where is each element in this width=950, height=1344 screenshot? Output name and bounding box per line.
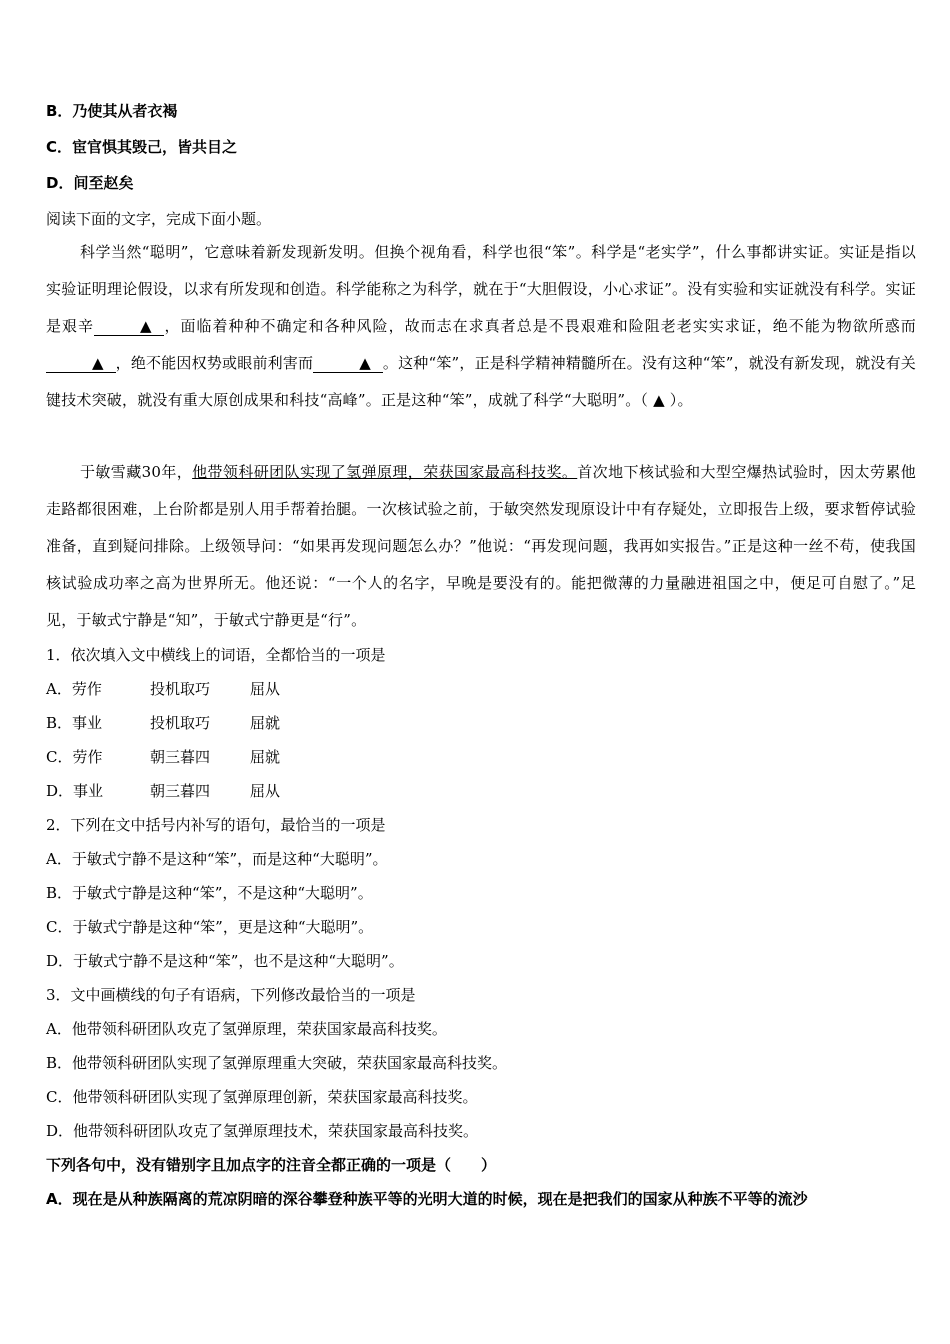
para1-text-4: 。这种“笨”，正是科学精神精髓所在。没有这种“笨”，就没有新发现，就没有关键技术突破，就没有重大原创成果和科技“高峰”。正是这种“笨”，成就了科学“大聪明”。（ ▲ ）。 <box>46 354 916 409</box>
q1-b-word1: B．事业 <box>46 714 103 732</box>
fill-blank-3 <box>313 354 383 373</box>
blank-2-marker: ▲ <box>91 354 104 372</box>
para1-text-2: ，面临着种种不确定和各种风险，故而志在求真者总是不畏艰难和险阻老老实实求证，绝不能为物欲所惑而 <box>163 317 916 335</box>
q1-b-word3: 屈就 <box>250 714 281 732</box>
q1-c-word1: C．劳作 <box>46 748 103 766</box>
fill-blank-1 <box>94 317 164 336</box>
q1-option-d <box>46 781 280 801</box>
q1-option-a <box>46 679 280 699</box>
para1-text-1: 科学当然“聪明”，它意味着新发现新发明。但换个视角看，科学也很“笨”。科学是“老实学”，什么事都讲实证。实证是指以实验证明理论假设，以求有所发现和创造。科学能称之为科学，就在于“大胆假设，小心求证”。没有实验和实证就没有科学。实证是艰辛 <box>46 243 916 335</box>
q1-option-b <box>46 713 280 733</box>
q1-c-word3: 屈就 <box>250 748 281 766</box>
q1-option-c <box>46 747 280 767</box>
q1-a-word3: 屈从 <box>250 680 281 698</box>
prev-option-c: C．宦官惧其毁己，皆共目之 <box>46 138 238 156</box>
question-3-stem: 3．文中画横线的句子有语病，下列修改最恰当的一项是 <box>46 986 416 1004</box>
para1-text-3: ，绝不能因权势或眼前利害而 <box>115 354 314 372</box>
question-2-stem: 2．下列在文中括号内补写的语句，最恰当的一项是 <box>46 816 386 834</box>
q1-a-word2: 投机取巧 <box>150 680 211 698</box>
q4-option-a: A．现在是从种族隔离的荒凉阴暗的深谷攀登种族平等的光明大道的时候，现在是把我们的国家从种族不平等的流沙 <box>46 1190 808 1208</box>
prev-option-b: B．乃使其从者衣褐 <box>46 102 178 120</box>
q1-a-word1: A．劳作 <box>46 680 102 698</box>
q2-option-b: B．于敏式宁静是这种“笨”，不是这种“大聪明”。 <box>46 884 373 902</box>
fill-blank-2 <box>46 354 116 373</box>
q1-c-word2: 朝三暮四 <box>150 748 211 766</box>
reading-instruction: 阅读下面的文字，完成下面小题。 <box>46 210 272 228</box>
passage-paragraph-2 <box>46 454 916 639</box>
q2-option-c: C．于敏式宁静是这种“笨”，更是这种“大聪明”。 <box>46 918 374 936</box>
blank-3-marker: ▲ <box>359 354 371 372</box>
question-1-stem: 1．依次填入文中横线上的词语，全都恰当的一项是 <box>46 646 386 664</box>
prev-option-d: D．间至赵矣 <box>46 174 134 192</box>
q1-b-word2: 投机取巧 <box>150 714 211 732</box>
question-4-stem: 下列各句中，没有错别字且加点字的注音全都正确的一项是（ ） <box>46 1156 497 1174</box>
q2-option-d: D．于敏式宁静不是这种“笨”，也不是这种“大聪明”。 <box>46 952 404 970</box>
q3-option-c: C．他带领科研团队实现了氢弹原理创新，荣获国家最高科技奖。 <box>46 1088 478 1106</box>
q2-option-a: A．于敏式宁静不是这种“笨”，而是这种“大聪明”。 <box>46 850 388 868</box>
q1-d-word2: 朝三暮四 <box>150 782 211 800</box>
q1-d-word1: D．事业 <box>46 782 104 800</box>
q3-option-b: B．他带领科研团队实现了氢弹原理重大突破，荣获国家最高科技奖。 <box>46 1054 508 1072</box>
passage-paragraph-1 <box>46 234 916 419</box>
q3-option-d: D．他带领科研团队攻克了氢弹原理技术，荣获国家最高科技奖。 <box>46 1122 479 1140</box>
para2-text-1: 于敏雪藏30年， <box>80 463 193 481</box>
q1-d-word3: 屈从 <box>250 782 281 800</box>
underlined-sentence: 他带领科研团队实现了氢弹原理，荣获国家最高科技奖。 <box>192 463 578 481</box>
blank-1-marker: ▲ <box>139 317 152 335</box>
para2-text-2: 首次地下核试验和大型空爆热试验时，因太劳累他走路都很困难，上台阶都是别人用手帮着抬腿。一次核试验之前，于敏突然发现原设计中有存疑处，立即报告上级，要求暂停试验准备，直到疑问排除。上级领导问：“如果再发现问题怎么办？”他说：“再发现问题，我再如实报告。”正是这种一丝不苟，使我国核试验成功率之高为世界所无。他还说：“一个人的名字，早晚是要没有的。能把微薄的力量融进祖国之中，便足可自慰了。”足见，于敏式宁静是“知”，于敏式宁静更是“行”。 <box>46 463 916 629</box>
q3-option-a: A．他带领科研团队攻克了氢弹原理，荣获国家最高科技奖。 <box>46 1020 447 1038</box>
